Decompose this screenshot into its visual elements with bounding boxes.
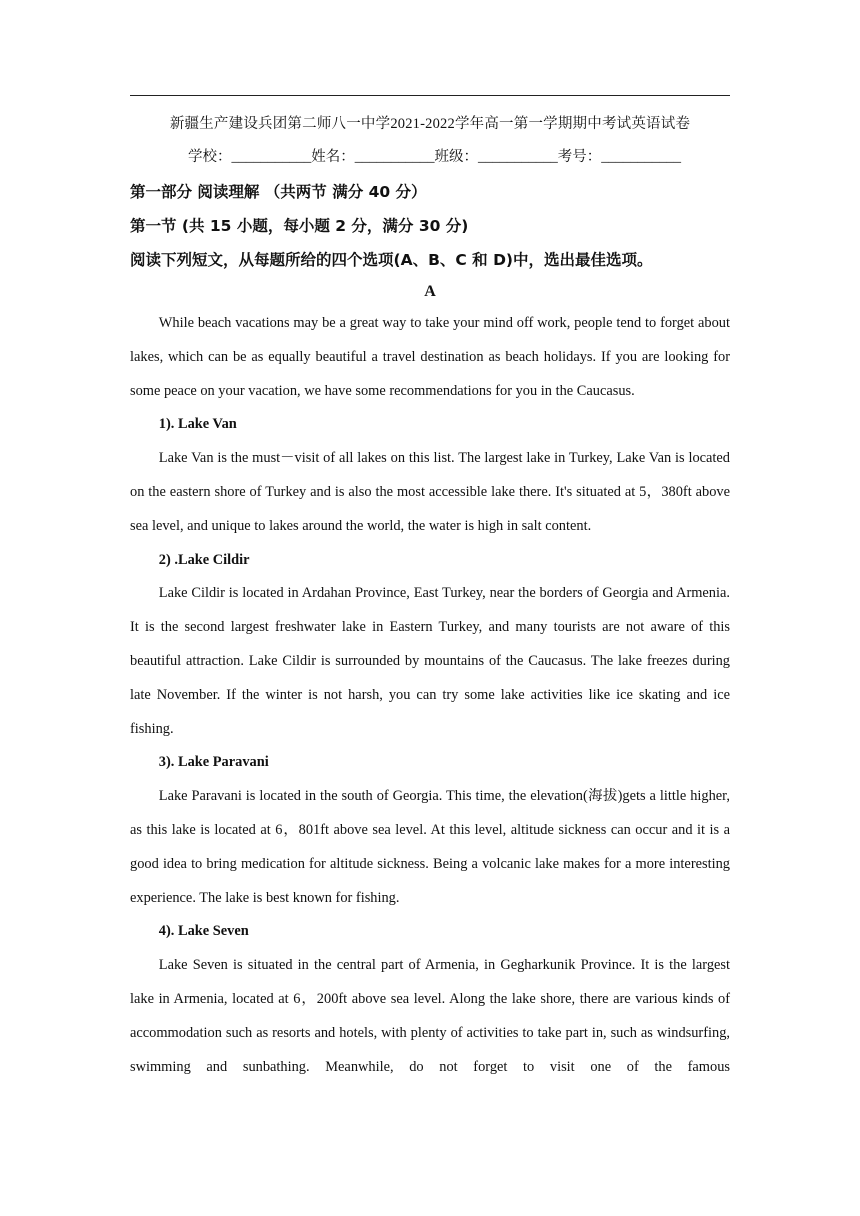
lake-heading: 2) .Lake Cildir [158, 551, 250, 568]
lake-description: Lake Paravani is located in the south of Georgia. This time, the elevation(海拔)gets a little higher, as this lake is located at 6，801ft above sea level. At this level, altitude sickness can occur and it is a good idea to bring medication for altitude sickness. Being a volcanic lake makes for a more interesting experience. The lake is best known for fishing. [130, 788, 730, 906]
passage-intro: While beach vacations may be a great way to take your mind off work, people tend to forget about lakes, which can be as equally beautiful a travel destination as beach holidays. If you are looking for some peace on your vacation, we have some recommendations for you in the Caucasus. [130, 315, 730, 399]
subsection-heading: 第一节 (共 15 小题，每小题 2 分，满分 30 分) [130, 217, 469, 235]
lake-heading: 4). Lake Seven [158, 923, 249, 940]
student-info-line: 学校：___________姓名：___________班级：___________考号：___________ [188, 149, 681, 165]
instruction-text: 阅读下列短文，从每题所给的四个选项(A、B、C 和 D)中，选出最佳选项。 [130, 251, 653, 269]
lake-heading: 1). Lake Van [158, 416, 237, 433]
lake-description: Lake Cildir is located in Ardahan Province, East Turkey, near the borders of Georgia and Armenia. It is the second largest freshwater lake in Eastern Turkey, and many tourists are not aware of this beautiful attraction. Lake Cildir is surrounded by mountains of the Caucasus. The lake freezes during late November. If the winter is not harsh, you can try some lake activities like ice skating and ice fishing. [130, 585, 730, 737]
top-rule [130, 95, 730, 96]
lake-description: Lake Seven is situated in the central part of Armenia, in Gegharkunik Province. It is the largest lake in Armenia, located at 6，200ft above sea level. Along the lake shore, there are various kinds of accommodation such as resorts and hotels, with plenty of activities to take part in, such as windsurfing, swimming and sunbathing. Meanwhile, do not forget to visit one of the famous [130, 957, 730, 1075]
passage-body [130, 307, 730, 1084]
lake-heading: 3). Lake Paravani [158, 754, 269, 771]
lake-description: Lake Van is the must－visit of all lakes on this list. The largest lake in Turkey, Lake Van is located on the eastern shore of Turkey and is also the most accessible lake there. It's situated at 5，380ft above sea level, and unique to lakes around the world, the water is high in salt content. [130, 450, 730, 534]
passage-letter: A [424, 283, 436, 300]
exam-title: 新疆生产建设兵团第二师八一中学2021-2022学年高一第一学期期中考试英语试卷 [169, 116, 691, 132]
part-heading: 第一部分 阅读理解 （共两节 满分 40 分） [130, 183, 427, 201]
